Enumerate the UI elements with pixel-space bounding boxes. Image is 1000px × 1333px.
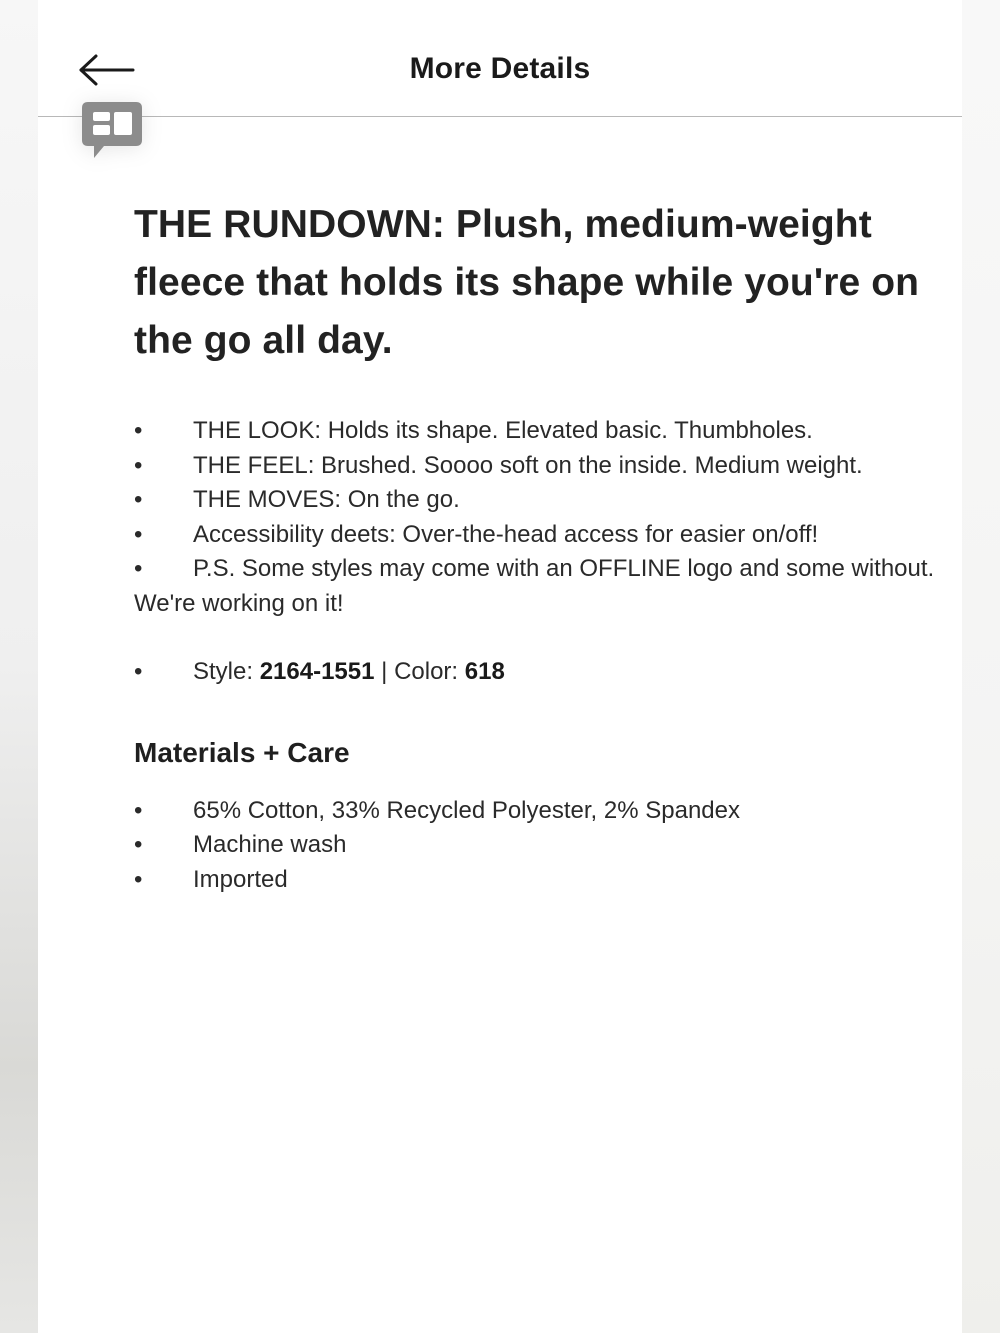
left-margin <box>0 0 38 1333</box>
right-margin <box>962 0 1000 1333</box>
list-item: • THE MOVES: On the go. <box>134 483 954 518</box>
rundown-headline: THE RUNDOWN: Plush, medium-weight fleece that holds its shape while you're on the go all day. <box>134 203 920 362</box>
list-item: • 65% Cotton, 33% Recycled Polyester, 2% Spandex <box>134 794 954 829</box>
details-sheet <box>38 0 962 1333</box>
style-color-item: • Style: 2164-1551 | Color: 618 <box>134 655 954 690</box>
bullet-icon: • <box>134 796 143 824</box>
chat-button[interactable] <box>80 100 144 162</box>
bullet-icon: • <box>134 451 143 479</box>
style-number: 2164-1551 <box>259 658 375 685</box>
bullet-icon: • <box>134 555 143 582</box>
list-item: • P.S. Some styles may come with an OFFLINE logo and some without. We're working on it! <box>134 552 954 621</box>
list-spacer <box>134 621 954 655</box>
color-code: 618 <box>464 658 505 685</box>
list-item: • Machine wash <box>134 828 954 863</box>
bullet-icon: • <box>134 831 143 858</box>
header-bar <box>38 0 962 117</box>
bullet-icon: • <box>134 486 143 513</box>
list-item: • Imported <box>134 863 954 898</box>
bullet-icon: • <box>134 658 143 685</box>
bullet-icon: • <box>134 417 143 444</box>
materials-title: Materials + Care <box>134 736 350 768</box>
feature-list <box>134 414 954 690</box>
chat-bubble-icon <box>80 100 144 162</box>
list-item: • THE FEEL: Brushed. Soooo soft on the inside. Medium weight. <box>134 449 954 484</box>
bullet-icon: • <box>134 520 143 548</box>
bullet-icon: • <box>134 865 143 893</box>
details-content <box>134 196 954 897</box>
list-item: • Accessibility deets: Over-the-head access for easier on/off! <box>134 518 954 553</box>
materials-list <box>134 794 954 898</box>
page-title: More Details <box>409 52 591 85</box>
list-item: • THE LOOK: Holds its shape. Elevated basic. Thumbholes. <box>134 414 954 449</box>
